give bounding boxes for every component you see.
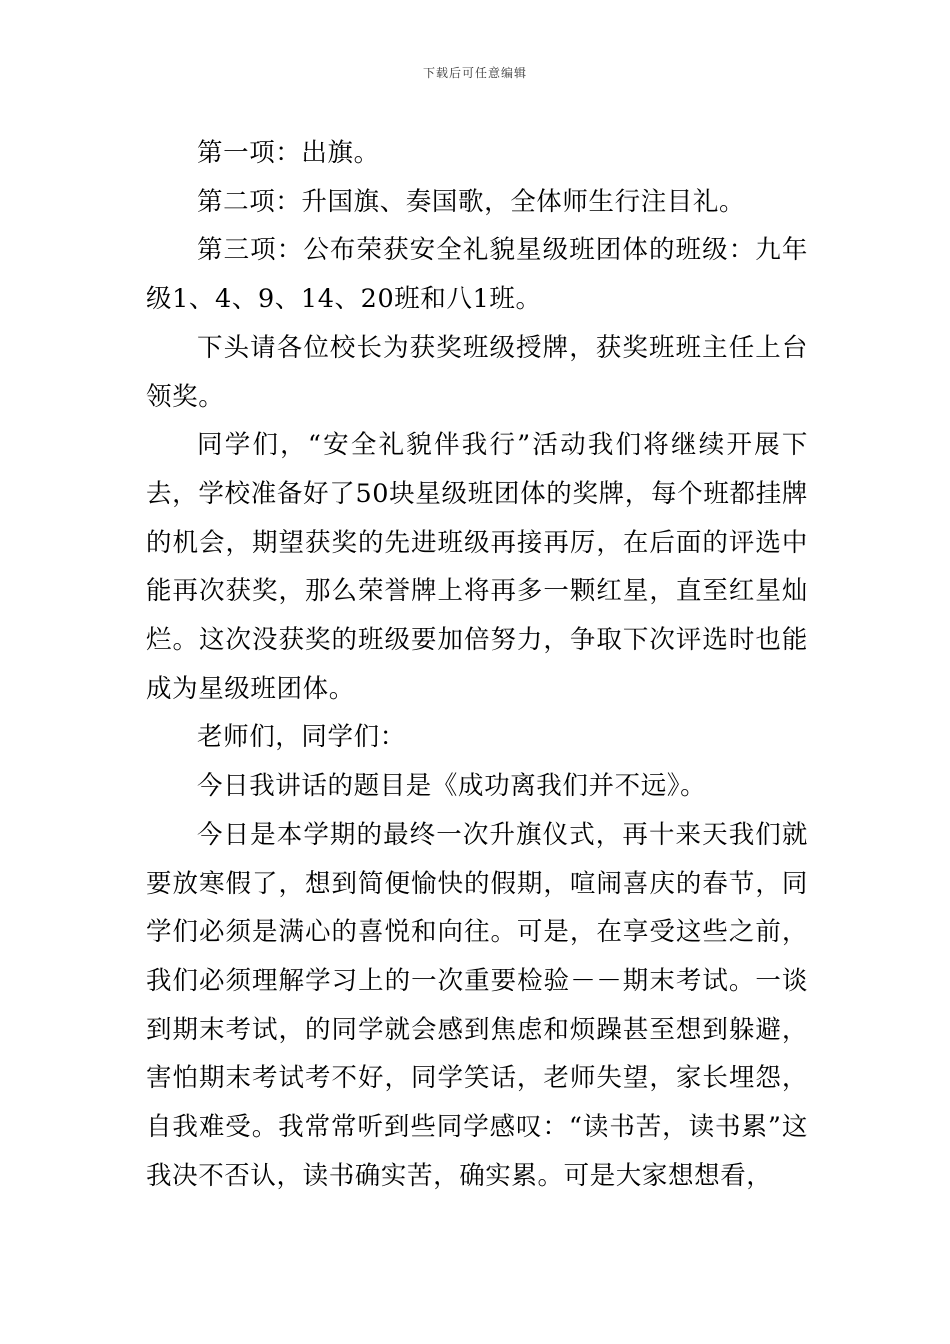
paragraph-award-classes: 第三项：公布荣获安全礼貌星级班团体的班级：九年级1、4、9、14、20班和八1班。 (146, 235, 808, 315)
paragraph-greeting: 老师们，同学们： (197, 722, 406, 753)
paragraph-speech-body: 今日是本学期的最终一次升旗仪式，再十来天我们就要放寒假了，想到简便愉快的假期，喧闹喜庆的春节，同学们必须是满心的喜悦和向往。可是，在享受这些之前，我们必须理解学习上的一次重要检验－－期末考试。一谈到期末考试，的同学就会感到焦虑和烦躁甚至想到躲避，害怕期末考试考不好，同学笑话，老师失望，家长埋怨，自我难受。我常常听到些同学感叹：“读书苦，读书累”这我决不否认，读书确实苦，确实累。可是大家想想看， (146, 819, 808, 1191)
paragraph-flag-raising: 第二项：升国旗、奏国歌，全体师生行注目礼。 (197, 186, 746, 217)
page-header-note: 下载后可任意编辑 (422, 66, 527, 80)
document-body (146, 129, 808, 1200)
paragraph-flag-out: 第一项：出旗。 (197, 138, 380, 168)
paragraph-speech-title: 今日我讲话的题目是《成功离我们并不远》。 (197, 771, 707, 802)
paragraph-award-ceremony: 下头请各位校长为获奖班级授牌，获奖班班主任上台领奖。 (146, 332, 808, 412)
paragraph-activity-continues: 同学们，“安全礼貌伴我行”活动我们将继续开展下去，学校准备好了50块星级班团体的奖牌，每个班都挂牌的机会，期望获奖的先进班级再接再厉，在后面的评选中能再次获奖，那么荣誉牌上将再多一颗红星，直至红星灿烂。这次没获奖的班级要加倍努力，争取下次评选时也能成为星级班团体。 (146, 430, 808, 704)
